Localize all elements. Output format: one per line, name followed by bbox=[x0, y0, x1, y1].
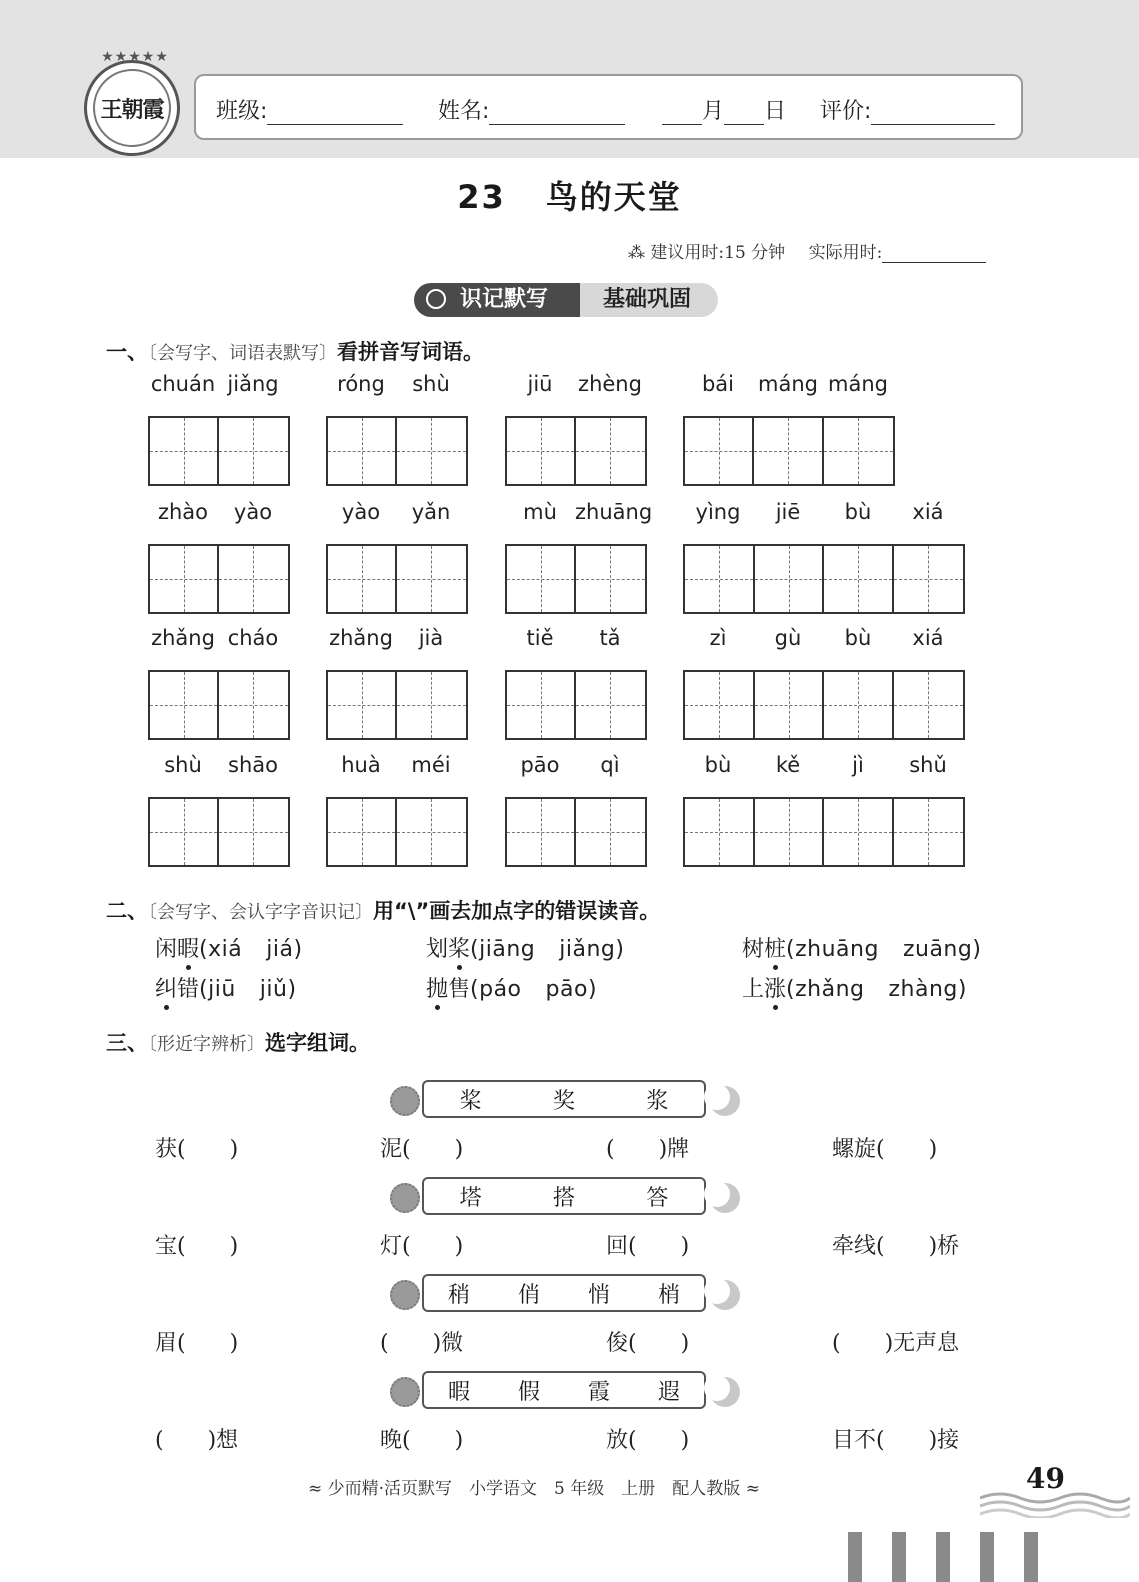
writing-grid[interactable] bbox=[505, 670, 647, 740]
q3-heading: 三、〔形近字辨析〕选字组词。 bbox=[106, 1031, 370, 1055]
fill-blank-item[interactable]: 晚( ) bbox=[380, 1428, 464, 1453]
word-char: 暇 bbox=[177, 937, 200, 962]
grid-cell[interactable] bbox=[219, 672, 288, 738]
grid-cell[interactable] bbox=[397, 546, 466, 612]
pinyin-syllable: zhǎng bbox=[329, 626, 393, 650]
pinyin-syllable: pāo bbox=[520, 753, 560, 777]
word-char: 上 bbox=[742, 977, 765, 1002]
option-char: 暇 bbox=[447, 1379, 470, 1405]
option-char: 塔 bbox=[459, 1185, 482, 1211]
char-choice-box bbox=[390, 1371, 740, 1411]
grid-cell[interactable] bbox=[507, 418, 576, 484]
pinyin-syllable: mù bbox=[523, 500, 557, 524]
student-info-box bbox=[194, 74, 1023, 140]
pinyin-syllable: jiē bbox=[775, 500, 801, 524]
grid-cell[interactable] bbox=[755, 672, 825, 738]
wave-icon: ≈ bbox=[308, 1479, 323, 1499]
pinyin-syllable: zhǎng bbox=[151, 626, 215, 650]
pinyin-option[interactable]: (jiū bbox=[199, 977, 236, 1002]
writing-grid[interactable] bbox=[148, 797, 290, 867]
pinyin-syllable: bù bbox=[844, 500, 872, 524]
pinyin-syllable: zhuāng bbox=[575, 500, 653, 524]
grid-cell[interactable] bbox=[150, 799, 219, 865]
date-field[interactable]: 月 日 bbox=[662, 94, 786, 125]
grid-cell[interactable] bbox=[328, 418, 397, 484]
reading-item bbox=[155, 932, 303, 963]
grid-cell[interactable] bbox=[219, 418, 288, 484]
writing-grid[interactable] bbox=[326, 797, 468, 867]
grid-cell[interactable] bbox=[685, 799, 755, 865]
writing-grid[interactable] bbox=[326, 544, 468, 614]
option-char: 霞 bbox=[587, 1379, 610, 1405]
word-char: 树 bbox=[742, 937, 765, 962]
badge-right: 基础巩固 bbox=[570, 283, 718, 317]
pinyin-option[interactable]: jiǔ) bbox=[259, 977, 297, 1002]
grid-cell[interactable] bbox=[328, 799, 397, 865]
pinyin-syllable: tǎ bbox=[599, 626, 621, 650]
wave-icon: ≈ bbox=[745, 1479, 760, 1499]
pinyin-syllable: yào bbox=[233, 500, 273, 524]
grid-cell[interactable] bbox=[507, 546, 576, 612]
word-char: 桨 bbox=[448, 937, 471, 962]
char-options bbox=[422, 1274, 706, 1312]
word-char: 闲 bbox=[155, 937, 178, 962]
pinyin-syllable: xiá bbox=[912, 626, 944, 650]
pinyin-syllable: yǎn bbox=[411, 500, 451, 524]
grid-cell[interactable] bbox=[894, 546, 963, 612]
grid-cell[interactable] bbox=[397, 672, 466, 738]
grid-cell[interactable] bbox=[576, 418, 645, 484]
grid-cell[interactable] bbox=[219, 546, 288, 612]
option-char: 俏 bbox=[517, 1282, 540, 1308]
pinyin-option[interactable]: (zhǎng bbox=[786, 977, 865, 1002]
grid-cell[interactable] bbox=[576, 799, 645, 865]
grid-cell[interactable] bbox=[150, 546, 219, 612]
char-options bbox=[422, 1371, 706, 1409]
grid-cell[interactable] bbox=[397, 799, 466, 865]
option-char: 桨 bbox=[459, 1088, 482, 1114]
grid-cell[interactable] bbox=[755, 546, 825, 612]
pinyin-option[interactable]: zhàng) bbox=[888, 977, 967, 1002]
option-char: 假 bbox=[517, 1379, 540, 1405]
grid-cell[interactable] bbox=[754, 418, 823, 484]
fill-blank-item[interactable]: 俊( ) bbox=[606, 1331, 690, 1356]
grid-cell[interactable] bbox=[397, 418, 466, 484]
pinyin-option[interactable]: (páo bbox=[470, 977, 522, 1002]
word-char: 抛 bbox=[426, 977, 449, 1002]
fill-blank-item[interactable]: 回( ) bbox=[606, 1234, 690, 1259]
pinyin-syllable: yào bbox=[341, 500, 381, 524]
pinyin-option[interactable]: (jiāng bbox=[470, 937, 536, 962]
grid-cell[interactable] bbox=[685, 546, 755, 612]
grid-cell[interactable] bbox=[150, 672, 219, 738]
grid-cell[interactable] bbox=[824, 672, 894, 738]
pinyin-option[interactable]: (zhuāng bbox=[786, 937, 879, 962]
pinyin-syllable: shǔ bbox=[909, 753, 947, 777]
pinyin-syllable: bù bbox=[704, 753, 732, 777]
pinyin-syllable: qì bbox=[600, 753, 620, 777]
sun-icon bbox=[390, 1183, 420, 1213]
word-char: 错 bbox=[177, 977, 200, 1002]
moon-icon bbox=[710, 1377, 740, 1407]
sun-icon bbox=[390, 1086, 420, 1116]
grid-cell[interactable] bbox=[507, 672, 576, 738]
grid-cell[interactable] bbox=[328, 546, 397, 612]
grid-cell[interactable] bbox=[219, 799, 288, 865]
pinyin-syllable: tiě bbox=[526, 626, 554, 650]
pinyin-option[interactable]: (xiá bbox=[199, 937, 243, 962]
pinyin-syllable: zhào bbox=[157, 500, 209, 524]
grid-cell[interactable] bbox=[824, 799, 894, 865]
pinyin-syllable: bù bbox=[844, 626, 872, 650]
q2-heading: 二、〔会写字、会认字字音识记〕用“\”画去加点字的错误读音。 bbox=[106, 899, 661, 923]
pinyin-syllable: cháo bbox=[227, 626, 279, 650]
char-choice-box bbox=[390, 1274, 740, 1314]
pinyin-syllable: kě bbox=[775, 753, 801, 777]
pinyin-syllable: yìng bbox=[695, 500, 741, 524]
pinyin-syllable: máng bbox=[758, 372, 818, 396]
class-field[interactable]: 班级: bbox=[216, 94, 403, 125]
clock-icon: ⁂ bbox=[628, 243, 645, 263]
fill-blank-item[interactable]: ( )想 bbox=[155, 1428, 239, 1453]
pinyin-syllable: máng bbox=[828, 372, 888, 396]
option-char: 梢 bbox=[657, 1282, 680, 1308]
pinyin-syllable: chuán bbox=[150, 372, 216, 396]
moon-icon bbox=[710, 1183, 740, 1213]
writing-grid[interactable] bbox=[505, 416, 647, 486]
moon-icon bbox=[710, 1086, 740, 1116]
reading-item bbox=[742, 932, 981, 963]
grid-cell[interactable] bbox=[328, 672, 397, 738]
pinyin-syllable: shù bbox=[412, 372, 450, 396]
fill-blank-item[interactable]: 泥( ) bbox=[380, 1137, 464, 1162]
writing-grid[interactable] bbox=[505, 544, 647, 614]
word-char: 售 bbox=[448, 977, 471, 1002]
pinyin-syllable: róng bbox=[337, 372, 385, 396]
pinyin-syllable: bái bbox=[701, 372, 735, 396]
fill-blank-item[interactable]: 获( ) bbox=[155, 1137, 239, 1162]
word-char: 桩 bbox=[764, 937, 787, 962]
fill-blank-item[interactable]: ( )牌 bbox=[606, 1137, 690, 1162]
grid-cell[interactable] bbox=[824, 418, 893, 484]
option-char: 稍 bbox=[447, 1282, 470, 1308]
publisher-logo bbox=[84, 49, 180, 156]
option-char: 奖 bbox=[552, 1088, 575, 1114]
pinyin-syllable: huà bbox=[341, 753, 381, 777]
fill-blank-item[interactable]: 牵线( )桥 bbox=[832, 1234, 960, 1259]
pinyin-syllable: méi bbox=[411, 753, 451, 777]
reading-item bbox=[426, 932, 624, 963]
writing-grid[interactable] bbox=[326, 670, 468, 740]
grid-cell[interactable] bbox=[894, 799, 963, 865]
pinyin-option[interactable]: jiǎng) bbox=[559, 937, 625, 962]
char-options bbox=[422, 1080, 706, 1118]
pinyin-syllable: jì bbox=[852, 753, 864, 777]
fill-blank-item[interactable]: ( )微 bbox=[380, 1331, 464, 1356]
writing-grid[interactable] bbox=[148, 416, 290, 486]
reading-item bbox=[742, 972, 967, 1003]
option-char: 浆 bbox=[646, 1088, 669, 1114]
pinyin-syllable: zhèng bbox=[578, 372, 642, 396]
pinyin-option[interactable]: pāo) bbox=[545, 977, 598, 1002]
grid-cell[interactable] bbox=[507, 799, 576, 865]
fill-blank-item[interactable]: 目不( )接 bbox=[832, 1428, 960, 1453]
pinyin-syllable: gù bbox=[774, 626, 802, 650]
pinyin-syllable: xiá bbox=[912, 500, 944, 524]
fill-blank-item[interactable]: ( )无声息 bbox=[832, 1331, 960, 1356]
logo-text: 王朝霞 bbox=[100, 97, 164, 123]
fill-blank-item[interactable]: 螺旋( ) bbox=[832, 1137, 938, 1162]
fill-blank-item[interactable]: 宝( ) bbox=[155, 1234, 239, 1259]
pinyin-syllable: jiǎng bbox=[227, 372, 279, 396]
pinyin-option[interactable]: jiá) bbox=[266, 937, 303, 962]
q1-heading: 一、〔会写字、词语表默写〕看拼音写词语。 bbox=[106, 340, 484, 364]
reading-item bbox=[155, 972, 297, 1003]
grid-cell[interactable] bbox=[685, 418, 754, 484]
pinyin-syllable: shù bbox=[164, 753, 202, 777]
writing-grid[interactable] bbox=[148, 544, 290, 614]
grid-cell[interactable] bbox=[824, 546, 894, 612]
writing-grid[interactable] bbox=[683, 797, 965, 867]
option-char: 悄 bbox=[587, 1282, 610, 1308]
writing-grid[interactable] bbox=[505, 797, 647, 867]
grid-cell[interactable] bbox=[576, 546, 645, 612]
timing-info: ⁂ 建议用时:15 分钟 实际用时: bbox=[628, 238, 986, 263]
sun-icon bbox=[390, 1377, 420, 1407]
grid-cell[interactable] bbox=[894, 672, 963, 738]
medal-icon bbox=[426, 289, 446, 309]
reading-item bbox=[426, 972, 597, 1003]
option-char: 遐 bbox=[657, 1379, 680, 1405]
fill-blank-item[interactable]: 眉( ) bbox=[155, 1331, 239, 1356]
pinyin-syllable: zì bbox=[709, 626, 727, 650]
star-icons: ★★★★★ bbox=[101, 49, 169, 65]
pinyin-syllable: shāo bbox=[228, 753, 278, 777]
writing-grid[interactable] bbox=[683, 670, 965, 740]
word-char: 纠 bbox=[155, 977, 178, 1002]
lesson-title: 鸟的天堂 bbox=[545, 178, 682, 216]
name-field[interactable]: 姓名: bbox=[438, 94, 625, 125]
writing-grid[interactable] bbox=[148, 670, 290, 740]
option-char: 答 bbox=[646, 1185, 669, 1211]
char-options bbox=[422, 1177, 706, 1215]
pinyin-syllable: jiū bbox=[527, 372, 553, 396]
badge-left: 识记默写 bbox=[414, 283, 580, 317]
moon-icon bbox=[710, 1280, 740, 1310]
page-title bbox=[0, 172, 1139, 218]
writing-grid[interactable] bbox=[683, 416, 895, 486]
rating-field[interactable]: 评价: bbox=[820, 94, 995, 125]
grid-cell[interactable] bbox=[576, 672, 645, 738]
char-choice-box bbox=[390, 1177, 740, 1217]
word-char: 涨 bbox=[764, 977, 787, 1002]
pinyin-option[interactable]: zuāng) bbox=[902, 937, 982, 962]
char-choice-box bbox=[390, 1080, 740, 1120]
lesson-number: 23 bbox=[457, 178, 506, 216]
fill-blank-item[interactable]: 放( ) bbox=[606, 1428, 690, 1453]
footer-text: ≈ 少而精·活页默写 小学语文 5 年级 上册 配人教版 ≈ bbox=[308, 1479, 760, 1499]
writing-grid[interactable] bbox=[326, 416, 468, 486]
sun-icon bbox=[390, 1280, 420, 1310]
grid-cell[interactable] bbox=[150, 418, 219, 484]
page-number: 49 bbox=[1026, 1462, 1065, 1495]
option-char: 搭 bbox=[552, 1185, 575, 1211]
grid-cell[interactable] bbox=[685, 672, 755, 738]
word-char: 划 bbox=[426, 937, 449, 962]
writing-grid[interactable] bbox=[683, 544, 965, 614]
grid-cell[interactable] bbox=[755, 799, 825, 865]
fill-blank-item[interactable]: 灯( ) bbox=[380, 1234, 464, 1259]
pinyin-syllable: jià bbox=[418, 626, 444, 650]
